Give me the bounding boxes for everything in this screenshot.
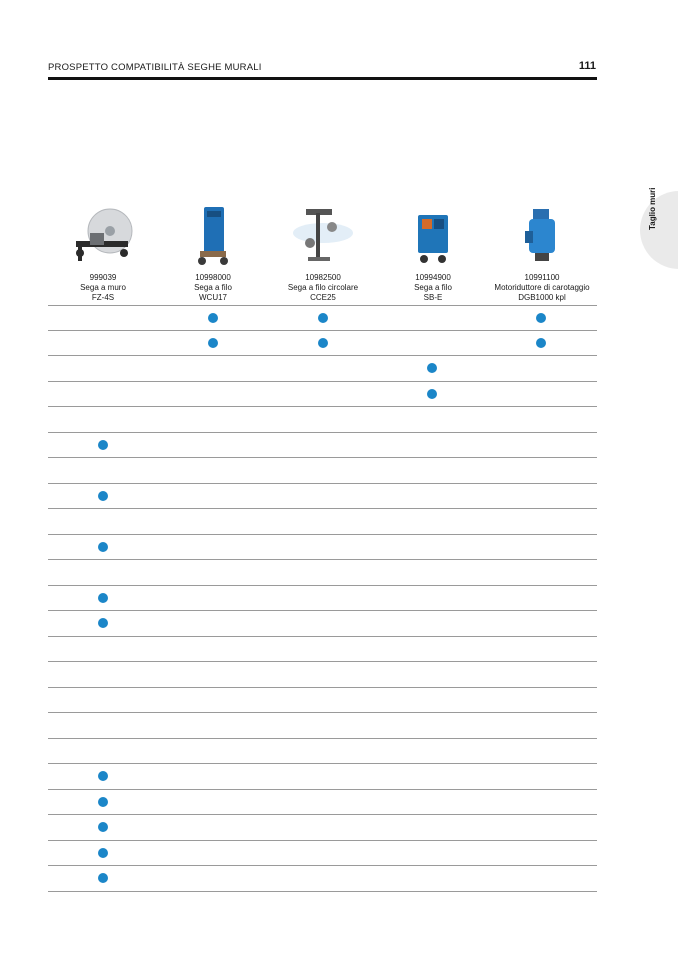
product-code: 999039 xyxy=(89,273,117,282)
product-code: 10998000 xyxy=(195,273,231,282)
compatibility-dot-icon xyxy=(98,797,108,807)
wall-saw-icon xyxy=(68,203,138,267)
product-code: 10991100 xyxy=(524,273,560,282)
compatibility-dot-icon xyxy=(536,313,546,323)
compatibility-dot-icon xyxy=(427,389,437,399)
table-row xyxy=(48,688,597,714)
wire-saw-sbe-icon xyxy=(408,203,458,267)
table-row xyxy=(48,637,597,663)
compatibility-dot-icon xyxy=(318,313,328,323)
product-column-1 xyxy=(48,203,158,303)
table-row xyxy=(48,790,597,816)
product-name: Sega a filo xyxy=(414,283,452,292)
product-column-3 xyxy=(268,203,378,303)
compatibility-dot-icon xyxy=(98,848,108,858)
compatibility-dot-icon xyxy=(98,618,108,628)
product-column-4 xyxy=(378,203,488,303)
compatibility-dot-icon xyxy=(98,822,108,832)
table-row xyxy=(48,305,597,331)
compatibility-dot-icon xyxy=(98,440,108,450)
page-header-title: PROSPETTO COMPATIBILITÀ SEGHE MURALI xyxy=(48,62,262,73)
product-model: SB-E xyxy=(423,293,443,302)
compatibility-dot-icon xyxy=(98,491,108,501)
compatibility-dot-icon xyxy=(98,873,108,883)
table-row xyxy=(48,535,597,561)
table-row xyxy=(48,815,597,841)
side-tab-label: Taglio muri xyxy=(648,187,657,230)
table-row xyxy=(48,484,597,510)
product-code: 10982500 xyxy=(305,273,341,282)
compatibility-dot-icon xyxy=(427,363,437,373)
product-model: WCU17 xyxy=(198,293,227,302)
table-row xyxy=(48,331,597,357)
side-tab xyxy=(640,191,678,269)
product-model: FZ-4S xyxy=(91,293,115,302)
page-number: 111 xyxy=(578,60,596,72)
product-column-2 xyxy=(158,203,268,303)
compatibility-dot-icon xyxy=(536,338,546,348)
compatibility-dot-icon xyxy=(98,771,108,781)
table-row xyxy=(48,611,597,637)
table-row xyxy=(48,713,597,739)
gear-motor-icon xyxy=(517,203,567,267)
product-name: Motoriduttore di carotaggio xyxy=(494,283,590,292)
table-row xyxy=(48,764,597,790)
compatibility-dot-icon xyxy=(208,338,218,348)
table-row xyxy=(48,586,597,612)
product-name: Sega a muro xyxy=(80,283,126,292)
compatibility-table xyxy=(48,305,597,892)
product-model: DGB1000 kpl xyxy=(518,293,566,302)
product-code: 10994900 xyxy=(415,273,451,282)
product-name: Sega a filo circolare xyxy=(287,283,359,292)
compatibility-dot-icon xyxy=(318,338,328,348)
product-column-5 xyxy=(487,203,597,303)
circular-wire-saw-icon xyxy=(288,203,358,267)
table-row xyxy=(48,382,597,408)
header-rule xyxy=(48,77,597,80)
table-row xyxy=(48,407,597,433)
table-row xyxy=(48,356,597,382)
product-name: Sega a filo xyxy=(194,283,232,292)
table-row xyxy=(48,509,597,535)
compatibility-dot-icon xyxy=(208,313,218,323)
table-row xyxy=(48,841,597,867)
table-row xyxy=(48,866,597,892)
compatibility-dot-icon xyxy=(98,593,108,603)
table-row xyxy=(48,560,597,586)
compatibility-dot-icon xyxy=(98,542,108,552)
table-row xyxy=(48,739,597,765)
table-row xyxy=(48,662,597,688)
wire-saw-unit-icon xyxy=(188,203,238,267)
table-row xyxy=(48,458,597,484)
table-row xyxy=(48,433,597,459)
product-model: CCE25 xyxy=(310,293,336,302)
